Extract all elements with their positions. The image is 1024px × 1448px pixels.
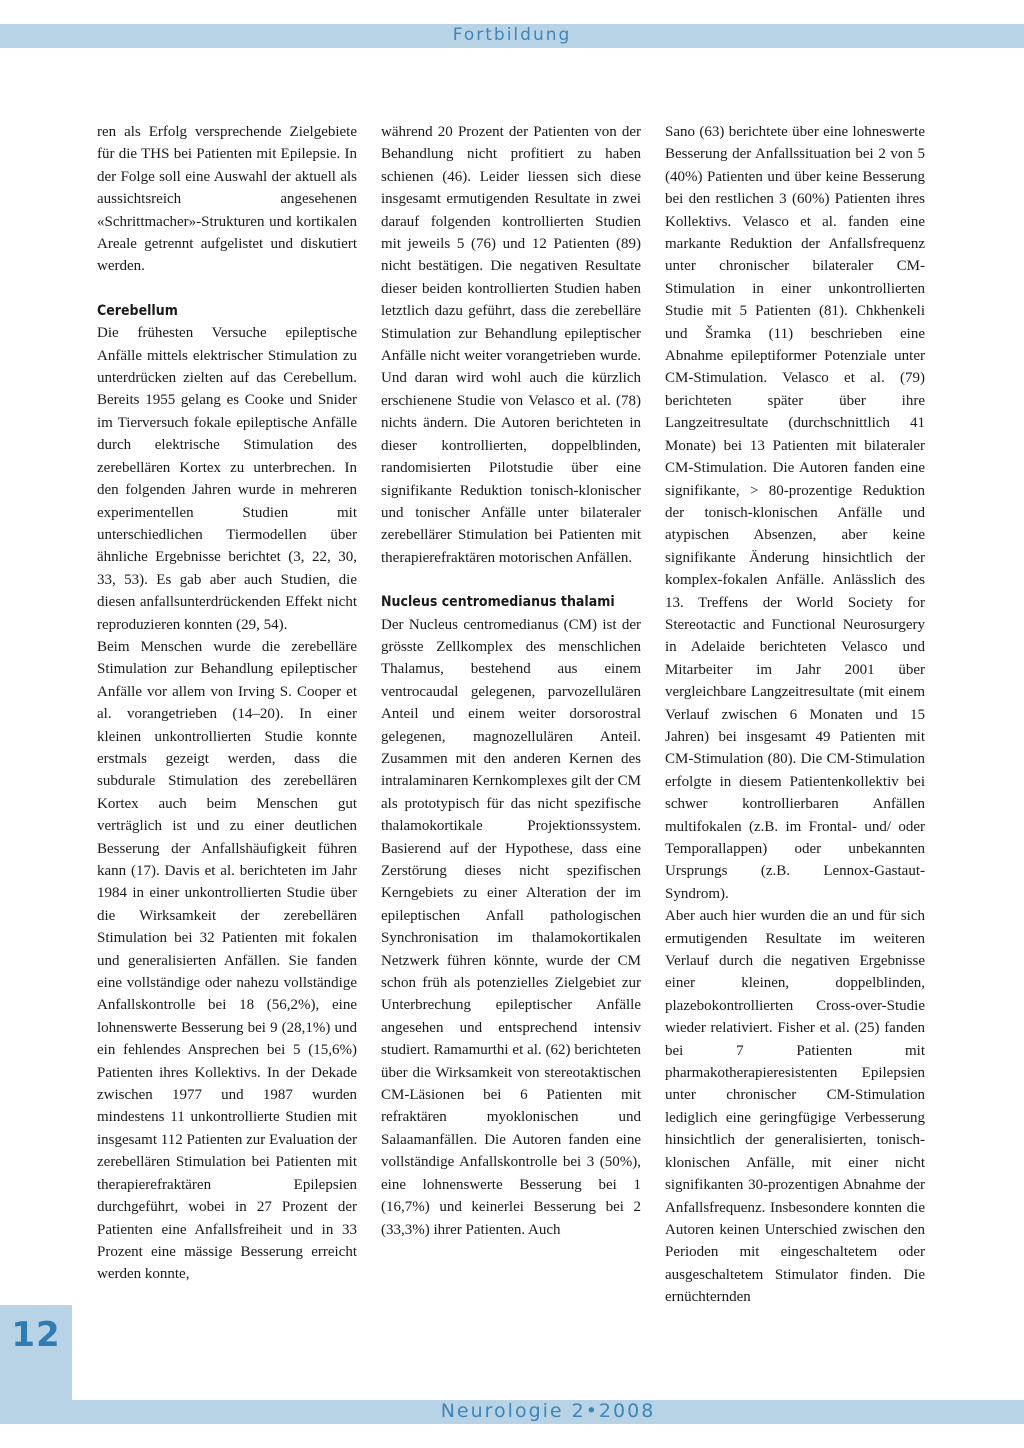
footer-band <box>0 1400 1024 1424</box>
page-number: 12 <box>11 1315 61 1355</box>
text-column-2 <box>381 121 641 1241</box>
text-column-3 <box>665 121 925 1309</box>
heading-nucleus-centromedianus: Nucleus centromedianus thalami <box>381 594 615 611</box>
paragraph: während 20 Prozent der Patienten von der Behandlung nicht profitiert zu haben schienen (46). Leider liessen sich diese insgesamt ermutigenden Resultate in zwei darauf folgenden kontrollierten Studien mit jeweils 5 (76) und 12 Patienten (89) nicht bestätigen. Die negativen Resultate dieser beiden kontrollierten Studien haben letztlich dazu geführt, dass die zerebelläre Stimulation zur Behandlung epileptischer Anfälle nicht weiter vorangetrieben wurde. Und daran wird wohl auch die kürzlich erschienene Studie von Velasco et al. (78) nichts ändern. Die Autoren berichteten in dieser kontrollierten, doppelblinden, randomisierten Pilotstudie über eine signifikante Reduktion tonisch-klonischer und tonischer Anfälle unter bilateraler zerebellärer Stimulation bei Patienten mit therapierefraktären motorischen Anfällen. <box>381 124 641 566</box>
section-title: Fortbildung <box>452 25 572 45</box>
header-band <box>0 24 1024 48</box>
paragraph: Sano (63) berichtete über eine lohneswerte Besserung der Anfallssituation bei 2 von 5 (40%) Patienten und über keine Besserung bei den restlichen 3 (60%) Patienten ihres Kollektivs. Velasco et al. fanden eine markante Reduktion der Anfallsfrequenz unter chronischer bilateraler CM-Stimulation in einer unkontrollierten Studie mit 5 Patienten (81). Chkhenkeli und Šramka (11) beschrieben eine Abnahme epileptiformer Potenziale unter CM-Stimulation. Velasco et al. (79) berichteten später über ihre Langzeitresultate (durchschnittlich 41 Monate) bei 13 Patienten mit bilateraler CM-Stimulation. Die Autoren fanden eine signifikante, > 80-prozentige Reduktion der tonisch-klonischen Anfälle und atypischen Absenzen, aber keine signifikante Änderung hinsichtlich der komplex-fokalen Anfälle. Anlässlich des 13. Treffens der World Society for Stereotactic and Functional Neurosurgery in Adelaide berichteten Velasco und Mitarbeiter im Jahr 2001 über vergleichbare Langzeitresultate (mit einem Verlauf zwischen 6 Monaten und 15 Jahren) bei insgesamt 49 Patienten mit CM-Stimulation (80). Die CM-Stimulation erfolgte in diesem Patientenkollektiv bei schwer kontrollierbaren Anfällen multifokalen (z.B. im Frontal- und/ oder Temporallappen) oder unbekannten Ursprungs (z.B. Lennox-Gastaut-Syndrom). <box>665 124 925 902</box>
paragraph: Der Nucleus centromedianus (CM) ist der grösste Zellkomplex des menschlichen Thalamus, bestehend aus einem ventrocaudal gelegenen, parvozellulären Anteil und einem weiter dorsorostral gelegenen, magnozellulären Anteil. Zusammen mit den anderen Kernen des intralaminaren Kernkomplexes gilt der CM als prototypisch für das nicht spezifische thalamokortikale Projektionssystem. Basierend auf der Hypothese, dass eine Zerstörung dieses nicht spezifischen Kerngebiets zu einer Alteration der im epileptischen Anfall pathologischen Synchronisation im thalamokortikalen Netzwerk führen könnte, wurde der CM schon früh als potenzielles Zielgebiet zur Unterbrechung epileptischer Anfälle angesehen und entsprechend intensiv studiert. Ramamurthi et al. (62) berichteten über die Wirksamkeit von stereotaktischen CM-Läsionen bei 6 Patienten mit refraktären myoklonischen und Salaamanfällen. Die Autoren fanden eine vollständige Anfallskontrolle bei 3 (50%), eine lohnenswerte Besserung bei 1 (16,7%) und keinerlei Besserung bei 2 (33,3%) ihrer Patienten. Auch <box>381 616 641 1238</box>
paragraph: Die frühesten Versuche epileptische Anfälle mittels elektrischer Stimulation zu unterdrücken zielten auf das Cerebellum. Bereits 1955 gelang es Cooke und Snider im Tierversuch fokale epileptische Anfälle durch elektrische Stimulation des zerebellären Kortex zu unterbrechen. In den folgenden Jahren wurde in mehreren experimentellen Studien mit unterschiedlichen Tiermodellen über ähnliche Ergebnisse berichtet (3, 22, 30, 33, 53). Es gab aber auch Studien, die diesen anfallsunterdrückenden Effekt nicht reproduzieren konnten (29, 54). <box>97 325 357 633</box>
text-column-1 <box>97 121 357 1286</box>
paragraph: Beim Menschen wurde die zerebelläre Stimulation zur Behandlung epileptischer Anfälle vor allem von Irving S. Cooper et al. vorangetrieben (14–20). In einer kleinen unkontrollierten Studie konnte erstmals gezeigt werden, dass die subdurale Stimulation des zerebellären Kortex auch beim Menschen gut verträglich ist und zu einer deutlichen Besserung der Anfallshäufigkeit führen kann (17). Davis et al. berichteten im Jahr 1984 in einer unkontrollierten Studie über die Wirksamkeit der zerebellären Stimulation bei 32 Patienten mit fokalen und generalisierten Anfällen. Sie fanden eine vollständige oder nahezu vollständige Anfallskontrolle bei 18 (56,2%), eine lohnenswerte Besserung bei 9 (28,1%) und ein fehlendes Ansprechen bei 5 (15,6%) Patienten ihres Kollektivs. In der Dekade zwischen 1977 und 1987 wurden mindestens 11 unkontrollierte Studien mit insgesamt 112 Patienten zur Evaluation der zerebellären Stimulation bei Patienten mit therapierefraktären Epilepsien durchgeführt, wobei in 27 Prozent der Patienten eine Anfallsfreiheit und in 33 Prozent eine mässige Besserung erreicht werden konnte, <box>97 638 357 1283</box>
page-number-box <box>0 1305 72 1400</box>
paragraph: Aber auch hier wurden die an und für sich ermutigenden Resultate im weiteren Verlauf durch die negativen Ergebnisse einer kleinen, doppelblinden, plazebokontrollierten Cross-over-Studie wieder relativiert. Fisher et al. (25) fanden bei 7 Patienten mit pharmakotherapieresistenten Epilepsien unter chronischer CM-Stimulation lediglich eine geringfügige Verbesserung hinsichtlich der generalisierten, tonisch-klonischen Anfälle, mit einer nicht signifikanten 30-prozentigen Abnahme der Anfallsfrequenz. Insbesondere konnten die Autoren keinen Unterschied zwischen den Perioden mit eingeschaltetem oder ausgeschaltetem Stimulator finden. Die ernüchternden <box>665 908 925 1306</box>
heading-cerebellum: Cerebellum <box>97 302 178 319</box>
intro-paragraph: ren als Erfolg versprechende Zielgebiete für die THS bei Patienten mit Epilepsie. In der Folge soll eine Auswahl der aktuell als aussichtsreich angesehenen «Schrittmacher»-Strukturen und kortikalen Areale getrennt aufgelistet und diskutiert werden. <box>97 124 357 275</box>
journal-issue: Neurologie 2•2008 <box>440 1400 656 1422</box>
